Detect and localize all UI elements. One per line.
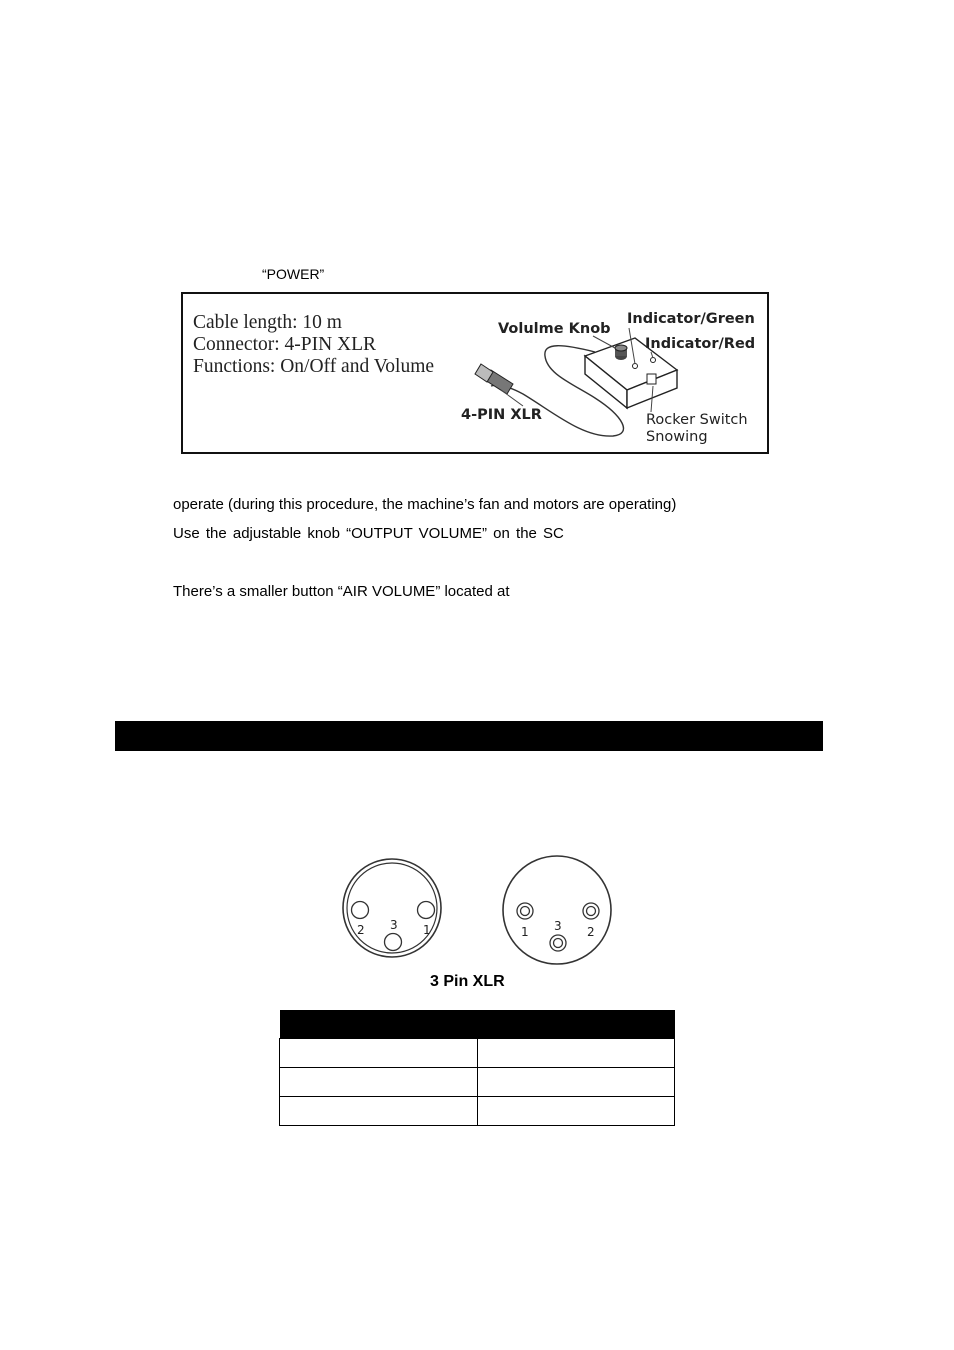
table-cell — [280, 1039, 478, 1068]
table-cell — [280, 1097, 478, 1126]
xlr-caption: 3 Pin XLR — [430, 973, 505, 990]
label-rocker-switch: Rocker Switch — [646, 412, 748, 428]
table-row — [280, 1097, 675, 1126]
table-cell — [477, 1068, 675, 1097]
table-cell — [477, 1097, 675, 1126]
pin-assignment-table — [279, 1010, 675, 1126]
right-pin-3-label: 3 — [554, 919, 562, 933]
right-pin-1-label: 1 — [521, 925, 529, 939]
body-text-output-volume: Use the adjustable knob “OUTPUT VOLUME” on the SC — [173, 525, 564, 542]
label-volume-knob: Volulme Knob — [498, 321, 611, 337]
table-cell — [280, 1068, 478, 1097]
table-header-row — [280, 1010, 675, 1039]
table-row — [280, 1068, 675, 1097]
indicator-red-icon — [651, 358, 656, 363]
left-pin-2-label: 2 — [357, 923, 365, 937]
table-cell — [477, 1039, 675, 1068]
label-snowing: Snowing — [646, 429, 708, 445]
xlr-plug-icon — [475, 364, 513, 394]
xlr-female-connector — [503, 856, 611, 964]
rocker-switch-icon — [647, 374, 656, 384]
body-text-air-volume: There’s a smaller button “AIR VOLUME” located at — [173, 583, 510, 600]
table-header-cell — [280, 1010, 478, 1039]
xlr-male-connector — [343, 859, 441, 957]
spec-connector: Connector: 4-PIN XLR — [193, 334, 377, 355]
xlr-pinout-diagram — [330, 848, 620, 970]
power-label: “POWER” — [262, 266, 325, 282]
label-4pin-xlr: 4-PIN XLR — [461, 407, 542, 423]
remote-controller-figure — [181, 292, 769, 454]
volume-knob-icon — [615, 345, 627, 360]
body-text-operate: operate (during this procedure, the machine’s fan and motors are operating) — [173, 496, 677, 513]
spec-functions: Functions: On/Off and Volume — [193, 356, 435, 377]
indicator-green-icon — [633, 364, 638, 369]
table-header-cell — [477, 1010, 675, 1039]
label-indicator-red: Indicator/Red — [645, 336, 756, 352]
left-pin-3-label: 3 — [390, 918, 398, 932]
left-pin-1-label: 1 — [423, 923, 431, 937]
table-row — [280, 1039, 675, 1068]
section-header-bar — [115, 721, 823, 751]
label-indicator-green: Indicator/Green — [627, 311, 755, 327]
leader-knob — [593, 336, 615, 348]
spec-cable-length: Cable length: 10 m — [193, 312, 342, 333]
right-pin-2-label: 2 — [587, 925, 595, 939]
